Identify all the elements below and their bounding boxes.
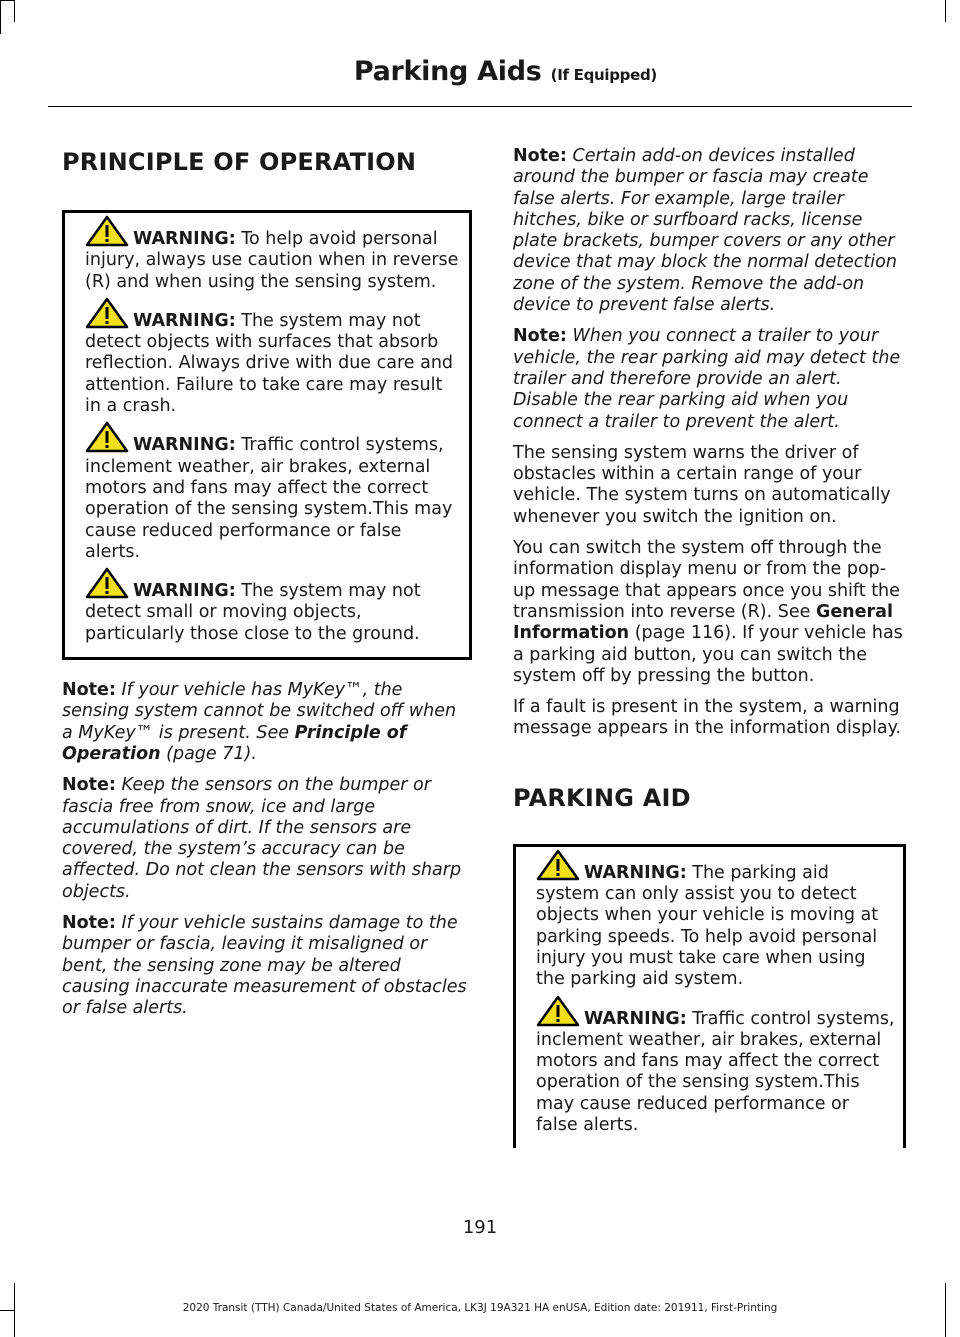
warning-label: WARNING: bbox=[584, 862, 687, 883]
page-reference: (page 71). bbox=[166, 743, 257, 764]
note-add-on-devices bbox=[513, 146, 906, 316]
note-text: If your vehicle sustains damage to the bumper or fascia, leaving it misaligned or bent, the sensing zone may be altered causing inaccurate measurement of obstacles or false alerts. bbox=[62, 913, 467, 1019]
note-label: Note: bbox=[62, 775, 116, 796]
header-subtitle: (If Equipped) bbox=[550, 66, 657, 84]
warning-text: Traffic control systems, inclement weather, air brakes, external motors and fans may affect the correct operation of the sensing system.This may cause reduced performance or false alerts. bbox=[536, 1008, 895, 1135]
section-title-principle: PRINCIPLE OF OPERATION bbox=[62, 148, 417, 176]
note-text: When you connect a trailer to your vehicle, the rear parking aid may detect the trailer and therefore provide an alert. Disable the rear parking aid when you connect a trailer to prevent the alert. bbox=[513, 326, 901, 432]
warning-text: Traffic control systems, inclement weather, air brakes, external motors and fans may affect the correct operation of the sensing system.This may cause reduced performance or false alerts. bbox=[85, 435, 453, 562]
paragraph-text: You can switch the system off through the information display menu or from the pop-up message that appears once you shift the transmission into reverse (R). See bbox=[513, 538, 900, 622]
note-label: Note: bbox=[62, 680, 116, 701]
note-text: Keep the sensors on the bumper or fascia free from snow, ice and large accumulations of dirt. If the sensors are covered, the system’s accuracy can be affected. Do not clean the sensors with sharp objects. bbox=[62, 775, 462, 902]
warning-item bbox=[85, 225, 462, 293]
left-column bbox=[62, 148, 472, 1030]
warning-box bbox=[62, 210, 472, 660]
warning-triangle-icon bbox=[536, 995, 580, 1027]
cross-reference-link[interactable]: General Information bbox=[513, 601, 893, 644]
warning-text: The system may not detect small or moving objects, particularly those close to the ground. bbox=[85, 581, 421, 644]
note-text: If your vehicle has MyKey™, the sensing system cannot be switched off when a MyKey™ is present. See bbox=[62, 680, 457, 743]
warning-text: The system may not detect objects with surfaces that absorb reflection. Always drive with due care and attention. Failure to take care may result in a crash. bbox=[85, 310, 454, 417]
warning-box bbox=[513, 844, 906, 1149]
paragraph-switch-off bbox=[513, 538, 906, 687]
warning-triangle-icon bbox=[85, 215, 129, 247]
paragraph-sensing-warns: The sensing system warns the driver of obstacles within a certain range of your vehicle. The system turns on automatically whenever you switch the ignition on. bbox=[513, 442, 891, 527]
warning-label: WARNING: bbox=[133, 435, 236, 456]
note-sensors-clean bbox=[62, 775, 472, 903]
warning-triangle-icon bbox=[85, 567, 129, 599]
warning-item bbox=[536, 1005, 896, 1137]
paragraph-fault: If a fault is present in the system, a warning message appears in the information display. bbox=[513, 697, 902, 739]
note-label: Note: bbox=[513, 326, 567, 347]
warning-text: To help avoid personal injury, always use caution when in reverse (R) and when using the sensing system. bbox=[85, 229, 459, 292]
right-column bbox=[513, 146, 906, 1148]
crop-mark bbox=[945, 0, 946, 22]
note-trailer bbox=[513, 326, 906, 432]
page-number: 191 bbox=[462, 1217, 498, 1238]
note-text: Certain add-on devices installed around the bumper or fascia may create false alerts. For example, large trailer hitches, bike or surfboard racks, license plate brackets, bumper covers or any other device that may block the normal detection zone of the system. Remove the add-on device to prevent false alerts. bbox=[513, 146, 897, 316]
crop-mark bbox=[0, 0, 14, 1]
crop-mark bbox=[14, 0, 15, 22]
header-rule bbox=[48, 106, 912, 107]
page-header-title bbox=[354, 56, 657, 87]
warning-label: WARNING: bbox=[133, 229, 236, 249]
cross-reference-link[interactable]: Principle of Operation bbox=[62, 722, 407, 764]
note-mykey bbox=[62, 680, 472, 765]
warning-item bbox=[85, 577, 462, 645]
warning-label: WARNING: bbox=[133, 581, 236, 602]
warning-triangle-icon bbox=[85, 297, 129, 329]
header-title-text: Parking Aids bbox=[353, 56, 542, 87]
warning-item bbox=[85, 307, 462, 417]
paragraph-text: (page 116). If your vehicle has a parking aid button, you can switch the system off by pressing the button. bbox=[513, 623, 903, 686]
note-label: Note: bbox=[513, 146, 567, 166]
note-label: Note: bbox=[62, 913, 116, 934]
section-title-parking-aid: PARKING AID bbox=[513, 783, 691, 812]
warning-item bbox=[536, 859, 896, 991]
warning-text: The parking aid system can only assist you to detect objects when your vehicle is moving at parking speeds. To help avoid personal injury you must take care when using the parking aid system. bbox=[536, 862, 879, 990]
warning-triangle-icon bbox=[536, 849, 580, 881]
crop-mark bbox=[0, 0, 1, 34]
warning-label: WARNING: bbox=[133, 310, 236, 331]
note-bumper-damage bbox=[62, 913, 472, 1019]
warning-item bbox=[85, 431, 462, 563]
warning-triangle-icon bbox=[85, 421, 129, 453]
warning-label: WARNING: bbox=[584, 1008, 687, 1029]
footer-edition-info: 2020 Transit (TTH) Canada/United States of America, LK3J 19A321 HA enUSA, Edition date: 201911, First-Printing bbox=[182, 1302, 778, 1314]
